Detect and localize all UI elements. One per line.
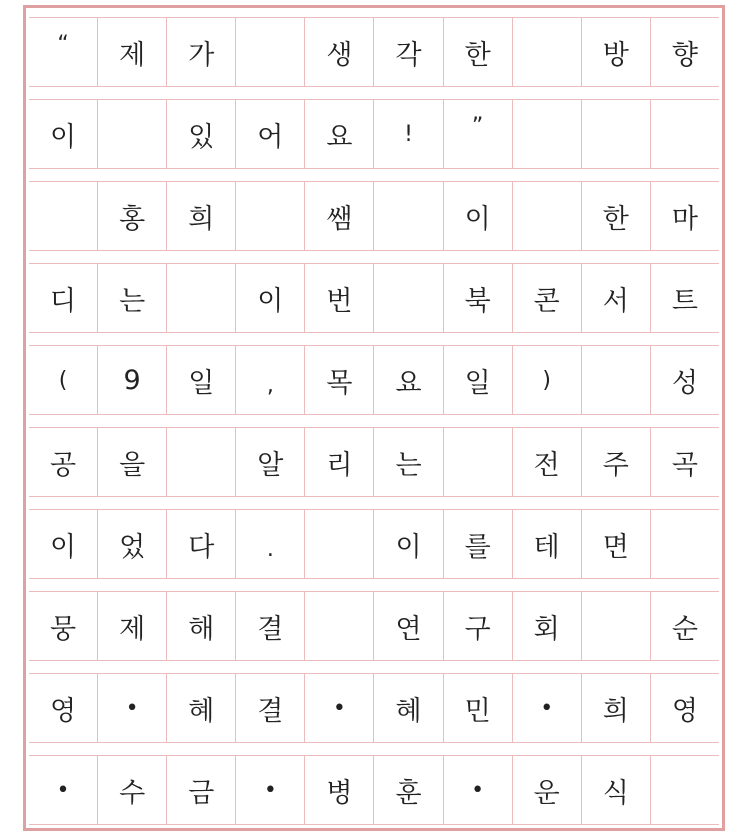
character-cell: 트 [650,264,719,332]
character-cell: 운 [512,756,581,824]
empty-cell [166,264,235,332]
character-cell: 이 [235,264,304,332]
character-cell: . [235,510,304,578]
character-cell: ” [443,100,512,168]
empty-cell [29,182,97,250]
empty-cell [443,428,512,496]
character-cell: 를 [443,510,512,578]
character-cell: 9 [97,346,166,414]
empty-cell [581,100,650,168]
character-cell: 면 [581,510,650,578]
grid-row [29,673,719,743]
character-cell: 제 [97,18,166,86]
empty-cell [650,510,719,578]
grid-row [29,427,719,497]
character-cell: 리 [304,428,373,496]
character-cell: 이 [50,531,77,563]
character-cell: 공 [50,449,77,481]
character-cell: • [97,674,166,742]
empty-cell [512,100,581,168]
grid-row [29,99,719,169]
character-cell: 을 [97,428,166,496]
character-cell: 영 [50,695,77,727]
empty-cell [512,18,581,86]
character-cell: 서 [581,264,650,332]
character-cell: 이 [373,510,442,578]
character-cell: 훈 [373,756,442,824]
character-cell: 마 [650,182,719,250]
character-cell: 민 [443,674,512,742]
character-cell: 디 [50,285,77,317]
empty-cell [166,428,235,496]
character-cell: 각 [373,18,442,86]
character-cell: 해 [166,592,235,660]
character-cell: • [235,756,304,824]
character-cell: 제 [97,592,166,660]
character-cell: ! [373,100,442,168]
grid-row [29,263,719,333]
empty-cell [581,592,650,660]
character-cell: 가 [166,18,235,86]
grid-row [29,591,719,661]
character-cell: 성 [650,346,719,414]
empty-cell [304,510,373,578]
character-cell: 목 [304,346,373,414]
character-cell: 어 [235,100,304,168]
character-cell: 이 [443,182,512,250]
character-cell: 알 [235,428,304,496]
empty-cell [581,346,650,414]
character-cell: 영 [650,674,719,742]
character-cell: 주 [581,428,650,496]
character-cell: 식 [581,756,650,824]
character-cell: 뭉 [50,613,77,645]
character-cell: 혜 [166,674,235,742]
character-cell: 향 [650,18,719,86]
character-cell: 한 [443,18,512,86]
character-cell: 연 [373,592,442,660]
grid-row [29,755,719,825]
character-cell: , [235,346,304,414]
empty-cell [304,592,373,660]
character-cell: 홍 [97,182,166,250]
character-cell: 있 [166,100,235,168]
character-cell: ( [58,367,68,393]
character-cell: 일 [443,346,512,414]
character-cell: • [443,756,512,824]
character-cell: 방 [581,18,650,86]
character-cell: 었 [97,510,166,578]
character-cell: • [56,777,70,803]
empty-cell [97,100,166,168]
grid-row [29,509,719,579]
character-cell: 북 [443,264,512,332]
character-cell: 생 [304,18,373,86]
character-cell: 일 [166,346,235,414]
character-cell: 혜 [373,674,442,742]
character-cell: 는 [97,264,166,332]
character-cell: 번 [304,264,373,332]
character-cell: 다 [166,510,235,578]
empty-cell [650,756,719,824]
character-cell: 쌤 [304,182,373,250]
character-cell: 한 [581,182,650,250]
empty-cell [235,182,304,250]
character-cell: 금 [166,756,235,824]
character-cell: 요 [304,100,373,168]
empty-cell [373,182,442,250]
grid-row [29,17,719,87]
character-cell: 순 [650,592,719,660]
character-cell: 희 [581,674,650,742]
character-cell: 는 [373,428,442,496]
empty-cell [650,100,719,168]
empty-cell [235,18,304,86]
manuscript-sheet [23,5,725,831]
empty-cell [512,182,581,250]
character-cell: 결 [235,592,304,660]
character-cell: 회 [512,592,581,660]
character-cell: 결 [235,674,304,742]
character-cell: 테 [512,510,581,578]
character-cell: • [512,674,581,742]
character-cell: • [304,674,373,742]
character-cell: 희 [166,182,235,250]
grid-row [29,181,719,251]
grid-row [29,345,719,415]
character-cell: “ [57,32,69,57]
character-cell: 콘 [512,264,581,332]
character-cell: 병 [304,756,373,824]
character-cell: 구 [443,592,512,660]
character-cell: 수 [97,756,166,824]
empty-cell [373,264,442,332]
character-cell: 이 [50,121,77,153]
character-cell: ) [512,346,581,414]
character-cell: 전 [512,428,581,496]
character-cell: 곡 [650,428,719,496]
character-cell: 요 [373,346,442,414]
